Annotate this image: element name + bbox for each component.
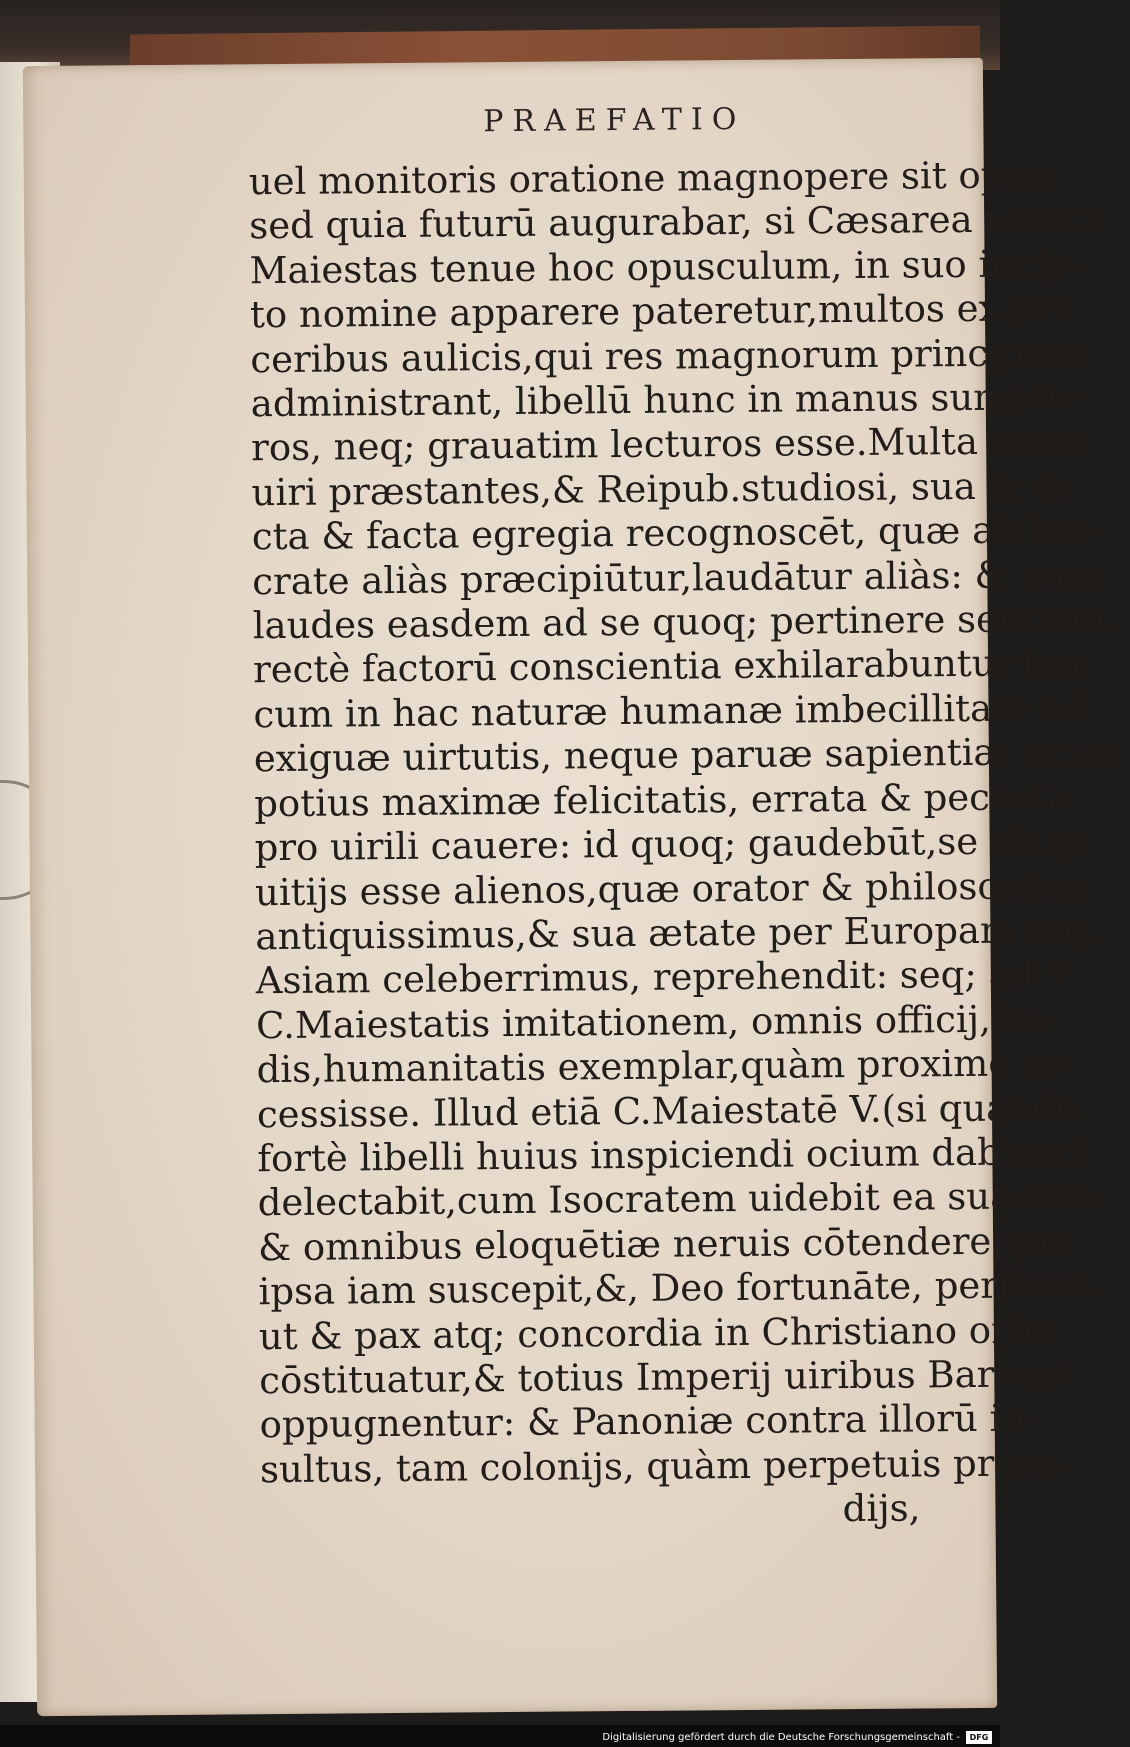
text-line: Maiestas tenue hoc opusculum, in suo incly- (249, 241, 1081, 293)
text-line: uel monitoris oratione magnopere sit opus: (248, 153, 1060, 204)
digitization-footer (0, 1725, 1000, 1747)
text-line: cessisse. Illud etiā C.Maiestatē V.(si quando (256, 1085, 1079, 1136)
text-line: cta & facta egregia recognoscēt, quæ ab Iso- (251, 508, 1099, 559)
text-line: fortè libelli huius inspiciendi ocium dabitur) (257, 1129, 1084, 1181)
text-line: cum in hac naturæ humanæ imbecillitate nō (253, 685, 1087, 737)
text-line: ut & pax atq; concordia in Christiano orbe (258, 1307, 1055, 1358)
text-block (248, 153, 1121, 1536)
text-line: uitijs esse alienos,quæ orator & philosophus (254, 863, 1091, 914)
text-line: sed quia futurū augurabar, si Cæsarea uestra (249, 197, 1104, 248)
text-line: & omnibus eloquētiæ neruis cōtendere,quę (257, 1218, 1073, 1269)
text-line: dis,humanitatis exemplar,quàm proximè ac- (256, 1041, 1078, 1092)
text-line: delectabit,cum Isocratem uidebit ea suadere, (257, 1174, 1110, 1225)
text-line: ros, neq; grauatim lecturos esse.Multa enim (250, 419, 1083, 470)
footer-credit: Digitalisierung gefördert durch die Deutsche Forschungsgemeinschaft - (602, 1732, 960, 1743)
text-line: oppugnentur: & Panoniæ contra illorū in- (259, 1396, 1038, 1447)
text-line: exiguæ uirtutis, neque paruæ sapientiæ sit,ac (253, 729, 1121, 781)
dfg-logo: DFG (966, 1731, 992, 1744)
catchword: dijs, (842, 1486, 921, 1531)
text-line: C.Maiestatis imitationem, omnis officij,lau- (256, 996, 1062, 1047)
text-line: cōstituatur,& totius Imperij uiribus Barbari (259, 1352, 1070, 1403)
text-line: crate aliàs præcipiūtur,laudātur aliàs: & quia (252, 552, 1101, 603)
text-line: sultus, tam colonijs, quàm perpetuis præsi- (259, 1440, 1073, 1491)
book-page (23, 58, 1121, 1716)
text-line: ceribus aulicis,qui res magnorum principum (250, 330, 1083, 381)
text-line: uiri præstantes,& Reipub.studiosi, sua & di- (251, 463, 1081, 515)
text-line: pro uirili cauere: id quoq; gaudebūt,se ab ijs (254, 819, 1090, 870)
text-line: administrant, libellū hunc in manus sumptu- (250, 375, 1084, 426)
text-line: antiquissimus,& sua ætate per Europam atq; (255, 907, 1101, 959)
text-line: ipsa iam suscepit,&, Deo fortunāte, perficiet: (258, 1262, 1105, 1314)
text-line: potius maximæ felicitatis, errata & peccata (254, 774, 1070, 825)
running-head: PRAEFATIO (483, 101, 746, 140)
text-line: to nomine apparere pateretur,multos ex pro (249, 286, 1075, 337)
text-line: Asiam celeberrimus, reprehendit: seq; ad V. (255, 952, 1079, 1003)
text-line: laudes easdem ad se quoq; pertinere sentient, (252, 596, 1121, 648)
text-line: rectè factorū conscientia exhilarabuntur.Iam (252, 641, 1093, 692)
